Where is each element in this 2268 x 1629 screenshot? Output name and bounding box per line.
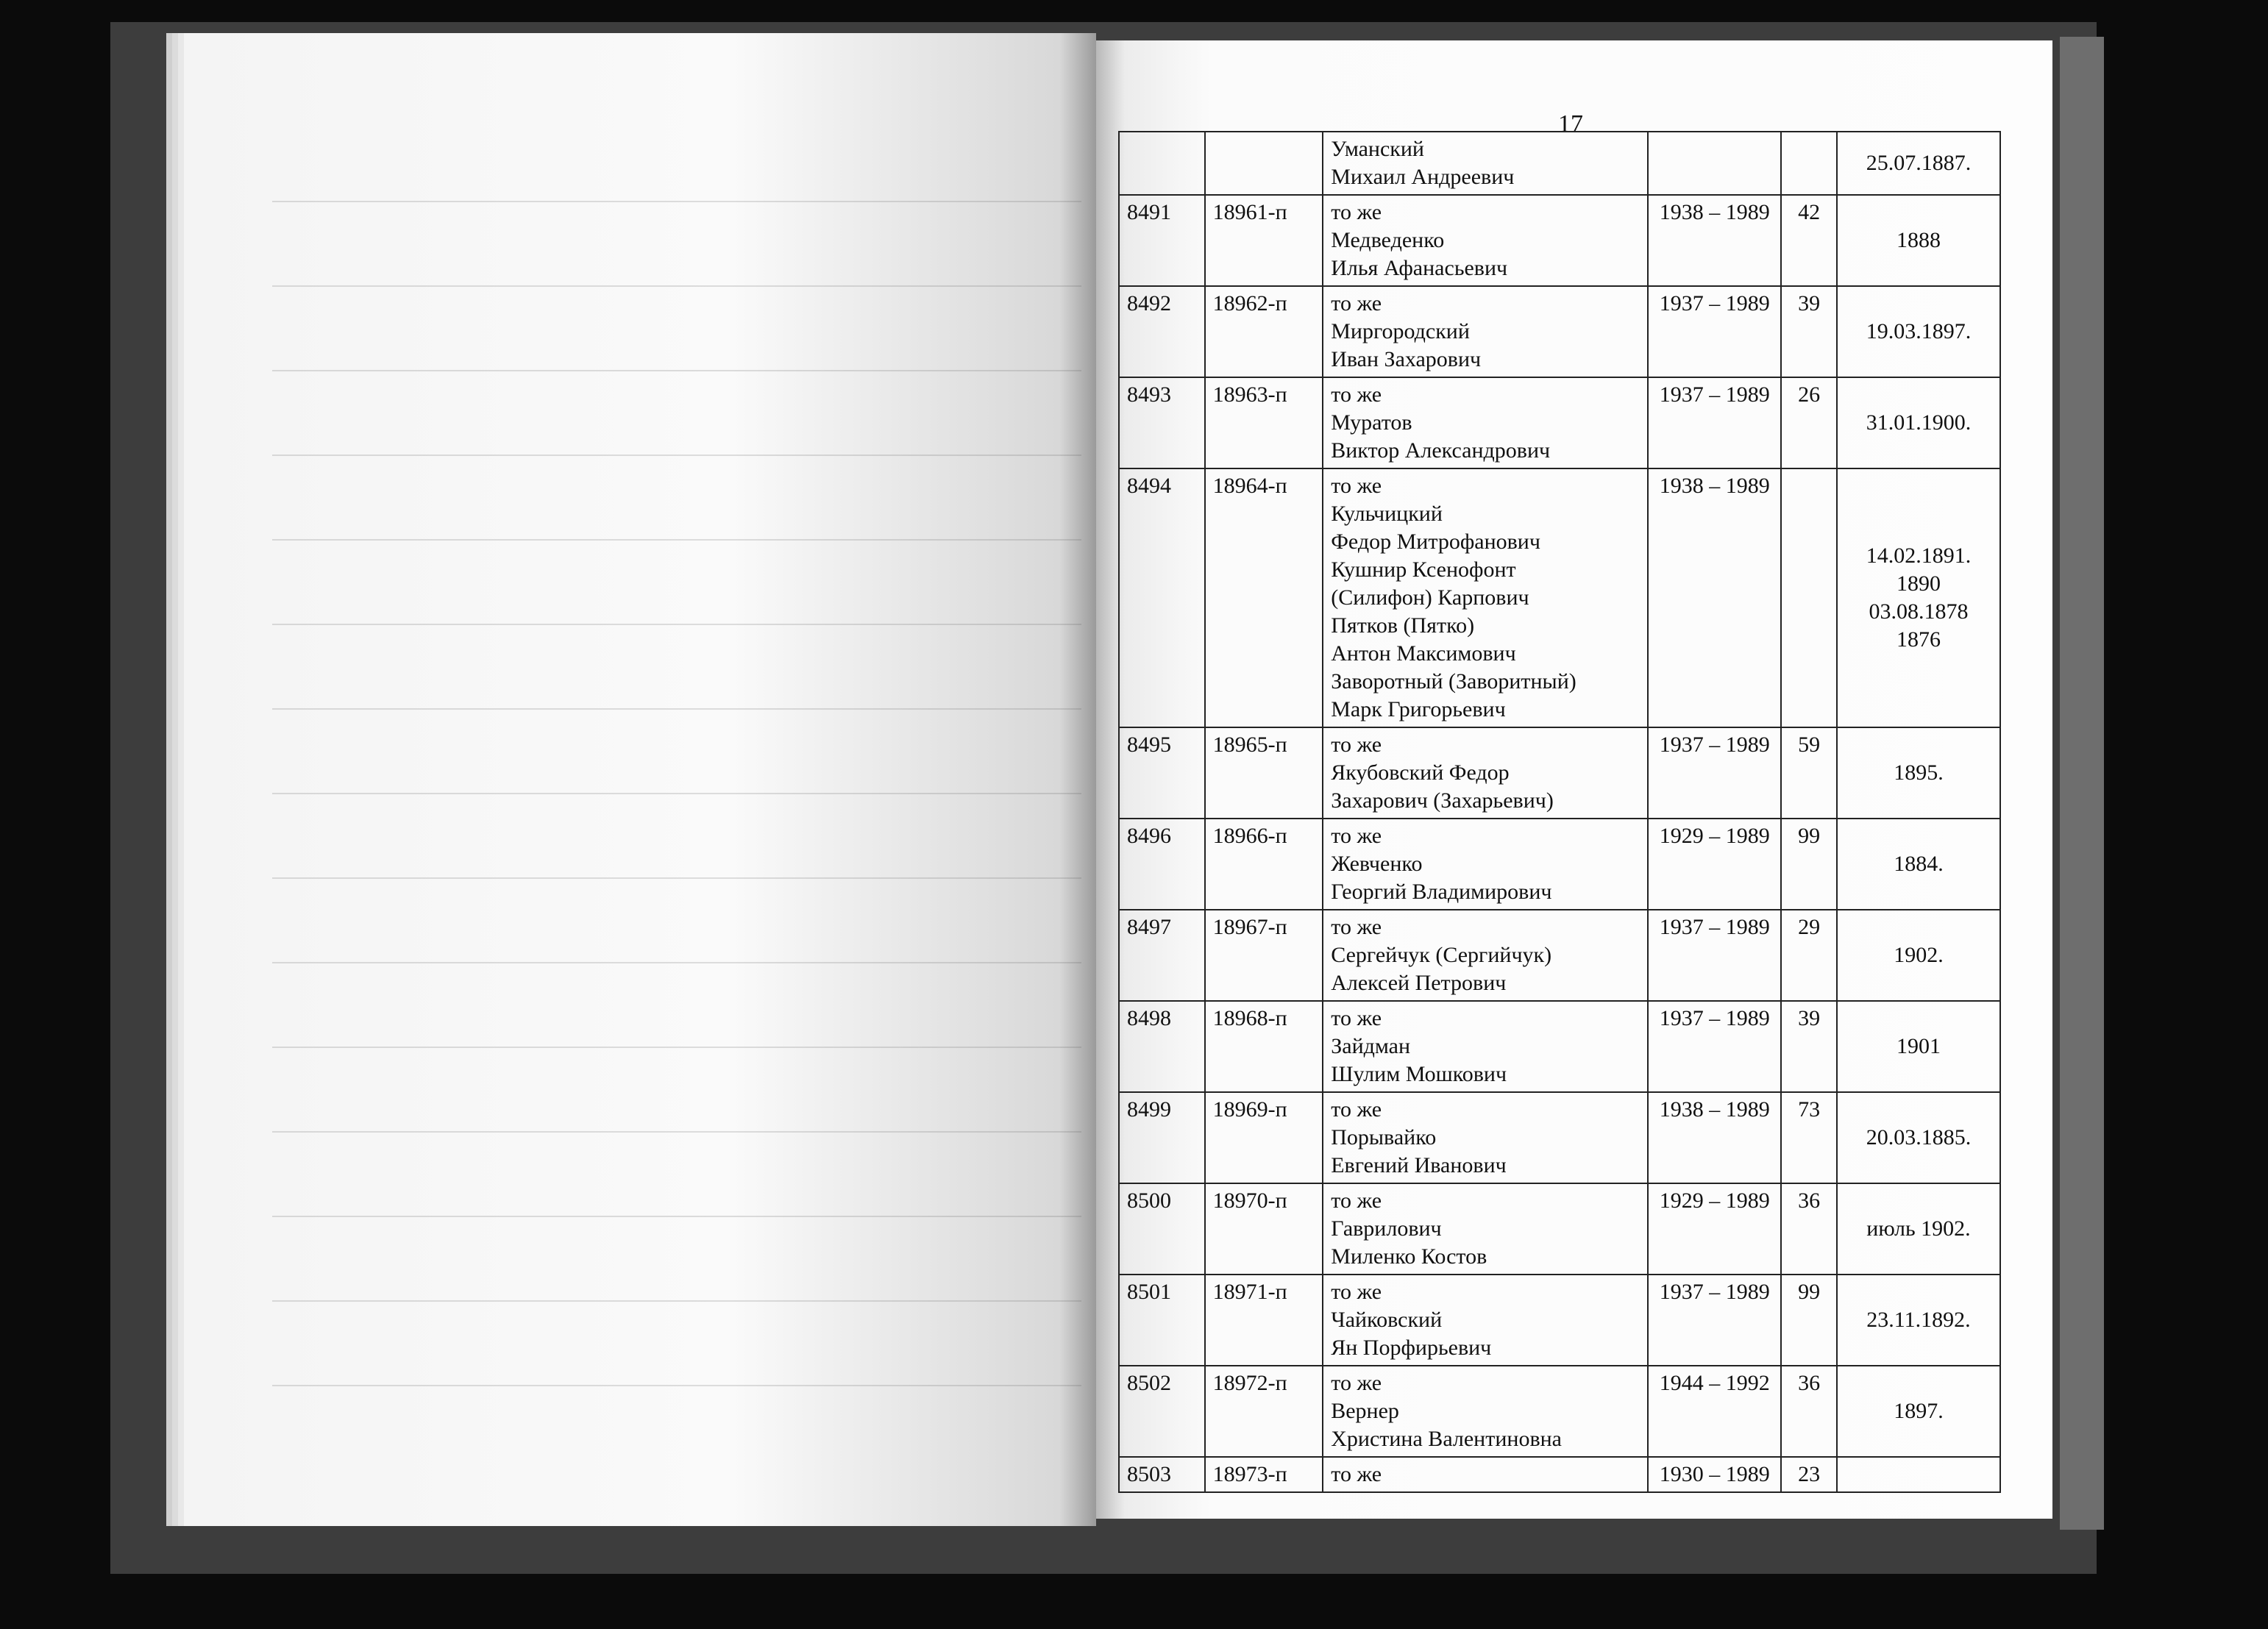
date-line: 31.01.1900.: [1866, 410, 1972, 435]
record-number: 8502: [1119, 1366, 1205, 1457]
table-row: [1119, 1366, 2000, 1457]
page-number: 17: [1558, 110, 1583, 138]
case-code: 18971-п: [1205, 1275, 1323, 1366]
case-code: 18970-п: [1205, 1183, 1323, 1275]
name-line: Зайдман: [1331, 1034, 1411, 1058]
name-line: Якубовский Федор: [1331, 760, 1510, 785]
case-code: 18968-п: [1205, 1001, 1323, 1092]
record-number: 8499: [1119, 1092, 1205, 1183]
name-line: Георгий Владимирович: [1331, 880, 1552, 904]
date-line: 03.08.1878: [1869, 599, 1969, 624]
name-line: Сергейчук (Сергийчук): [1331, 943, 1552, 967]
name-line: Христина Валентиновна: [1331, 1427, 1562, 1451]
case-code: 18964-п: [1205, 468, 1323, 727]
name-line: то же: [1331, 824, 1382, 848]
name-line: то же: [1331, 382, 1382, 407]
birth-date: [1837, 1275, 2000, 1366]
person-names: [1323, 1001, 1648, 1092]
name-line: Алексей Петрович: [1331, 971, 1507, 995]
year-range: 1944 – 1992: [1648, 1366, 1781, 1457]
record-number: 8493: [1119, 377, 1205, 468]
case-code: 18965-п: [1205, 727, 1323, 819]
person-names: [1323, 1275, 1648, 1366]
table-row: [1119, 727, 2000, 819]
year-range: 1937 – 1989: [1648, 727, 1781, 819]
name-line: Уманский: [1331, 137, 1424, 161]
sheet-count: 73: [1781, 1092, 1837, 1183]
name-line: Федор Митрофанович: [1331, 530, 1540, 554]
person-names: [1323, 377, 1648, 468]
table-row: [1119, 286, 2000, 377]
name-line: то же: [1331, 291, 1382, 316]
name-line: то же: [1331, 1280, 1382, 1304]
person-names: [1323, 132, 1648, 195]
person-names: [1323, 819, 1648, 910]
name-line: то же: [1331, 200, 1382, 224]
name-line: Жевченко: [1331, 852, 1423, 876]
name-line: то же: [1331, 1462, 1382, 1486]
year-range: 1930 – 1989: [1648, 1457, 1781, 1492]
name-line: Вернер: [1331, 1399, 1399, 1423]
record-number: 8500: [1119, 1183, 1205, 1275]
record-number: 8503: [1119, 1457, 1205, 1492]
birth-date: [1837, 910, 2000, 1001]
record-number: 8494: [1119, 468, 1205, 727]
person-names: [1323, 195, 1648, 286]
year-range: 1938 – 1989: [1648, 468, 1781, 727]
date-line: 25.07.1887.: [1866, 151, 1972, 175]
sheet-count: 23: [1781, 1457, 1837, 1492]
name-line: Кульчицкий: [1331, 502, 1443, 526]
sheet-count: 39: [1781, 1001, 1837, 1092]
case-code: 18973-п: [1205, 1457, 1323, 1492]
name-line: Антон Максимович: [1331, 641, 1516, 666]
name-line: Чайковский: [1331, 1308, 1443, 1332]
record-number: [1119, 132, 1205, 195]
person-names: [1323, 286, 1648, 377]
birth-date: [1837, 727, 2000, 819]
case-code: 18972-п: [1205, 1366, 1323, 1457]
case-code: 18961-п: [1205, 195, 1323, 286]
sheet-count: 29: [1781, 910, 1837, 1001]
name-line: Ян Порфирьевич: [1331, 1336, 1492, 1360]
name-line: Марк Григорьевич: [1331, 697, 1506, 721]
date-line: 20.03.1885.: [1866, 1125, 1972, 1149]
date-line: 19.03.1897.: [1866, 319, 1972, 343]
date-line: 1901: [1896, 1034, 1941, 1058]
table-row: [1119, 468, 2000, 727]
table-row: [1119, 1275, 2000, 1366]
case-code: 18962-п: [1205, 286, 1323, 377]
case-code: 18966-п: [1205, 819, 1323, 910]
year-range: 1937 – 1989: [1648, 910, 1781, 1001]
birth-date: [1837, 195, 2000, 286]
person-names: [1323, 1092, 1648, 1183]
name-line: Миленко Костов: [1331, 1244, 1487, 1269]
date-line: 1902.: [1894, 943, 1944, 967]
sheet-count: 42: [1781, 195, 1837, 286]
record-number: 8496: [1119, 819, 1205, 910]
name-line: то же: [1331, 1371, 1382, 1395]
table-row: [1119, 1001, 2000, 1092]
table-row: [1119, 1183, 2000, 1275]
name-line: Евгений Иванович: [1331, 1153, 1507, 1177]
birth-date: [1837, 819, 2000, 910]
record-number: 8495: [1119, 727, 1205, 819]
date-line: 14.02.1891.: [1866, 543, 1972, 568]
birth-date: [1837, 286, 2000, 377]
table-row: [1119, 1457, 2000, 1492]
year-range: [1648, 132, 1781, 195]
table-row: [1119, 195, 2000, 286]
name-line: то же: [1331, 1097, 1382, 1122]
date-line: 1876: [1896, 627, 1941, 652]
person-names: [1323, 727, 1648, 819]
name-line: Пятков (Пятко): [1331, 613, 1475, 638]
table-row: [1119, 132, 2000, 195]
birth-date: [1837, 132, 2000, 195]
table-row: [1119, 819, 2000, 910]
name-line: Муратов: [1331, 410, 1412, 435]
name-line: то же: [1331, 915, 1382, 939]
sheet-count: [1781, 132, 1837, 195]
name-line: то же: [1331, 1188, 1382, 1213]
name-line: то же: [1331, 1006, 1382, 1030]
year-range: 1929 – 1989: [1648, 1183, 1781, 1275]
sheet-count: 99: [1781, 819, 1837, 910]
year-range: 1937 – 1989: [1648, 1275, 1781, 1366]
record-number: 8497: [1119, 910, 1205, 1001]
sheet-count: 36: [1781, 1183, 1837, 1275]
sheet-count: 99: [1781, 1275, 1837, 1366]
name-line: Порывайко: [1331, 1125, 1437, 1149]
sheet-count: [1781, 468, 1837, 727]
name-line: Захарович (Захарьевич): [1331, 788, 1554, 813]
name-line: то же: [1331, 474, 1382, 498]
record-number: 8498: [1119, 1001, 1205, 1092]
year-range: 1937 – 1989: [1648, 286, 1781, 377]
name-line: Илья Афанасьевич: [1331, 256, 1508, 280]
date-line: 23.11.1892.: [1866, 1308, 1971, 1332]
name-line: Заворотный (Заворитный): [1331, 669, 1576, 694]
table-row: [1119, 377, 2000, 468]
sheet-count: 36: [1781, 1366, 1837, 1457]
sheet-count: 26: [1781, 377, 1837, 468]
person-names: [1323, 910, 1648, 1001]
person-names: [1323, 1183, 1648, 1275]
name-line: Медведенко: [1331, 228, 1445, 252]
name-line: Кушнир Ксенофонт: [1331, 557, 1516, 582]
name-line: Михаил Андреевич: [1331, 165, 1515, 189]
case-code: 18967-п: [1205, 910, 1323, 1001]
name-line: то же: [1331, 732, 1382, 757]
sheet-count: 59: [1781, 727, 1837, 819]
date-line: июль 1902.: [1866, 1216, 1971, 1241]
register-table-body: [1119, 132, 2000, 1492]
table-row: [1119, 910, 2000, 1001]
person-names: [1323, 1457, 1648, 1492]
year-range: 1937 – 1989: [1648, 1001, 1781, 1092]
date-line: 1884.: [1894, 852, 1944, 876]
year-range: 1938 – 1989: [1648, 1092, 1781, 1183]
book-cover-edge: [2060, 37, 2104, 1530]
record-number: 8491: [1119, 195, 1205, 286]
date-line: 1890: [1896, 571, 1941, 596]
table-row: [1119, 1092, 2000, 1183]
birth-date: [1837, 468, 2000, 727]
record-number: 8501: [1119, 1275, 1205, 1366]
case-code: 18969-п: [1205, 1092, 1323, 1183]
name-line: Иван Захарович: [1331, 347, 1482, 371]
name-line: Миргородский: [1331, 319, 1470, 343]
date-line: 1888: [1896, 228, 1941, 252]
date-line: 1897.: [1894, 1399, 1944, 1423]
name-line: Шулим Мошкович: [1331, 1062, 1507, 1086]
person-names: [1323, 1366, 1648, 1457]
sheet-count: 39: [1781, 286, 1837, 377]
name-line: Гаврилович: [1331, 1216, 1442, 1241]
case-code: [1205, 132, 1323, 195]
date-line: 1895.: [1894, 760, 1944, 785]
name-line: Виктор Александрович: [1331, 438, 1551, 463]
name-line: (Силифон) Карпович: [1331, 585, 1529, 610]
register-table: [1118, 131, 2001, 1493]
birth-date: [1837, 1183, 2000, 1275]
year-range: 1938 – 1989: [1648, 195, 1781, 286]
birth-date: [1837, 1457, 2000, 1492]
birth-date: [1837, 377, 2000, 468]
left-page-bleedthrough: [272, 118, 1081, 1383]
birth-date: [1837, 1001, 2000, 1092]
year-range: 1937 – 1989: [1648, 377, 1781, 468]
case-code: 18963-п: [1205, 377, 1323, 468]
person-names: [1323, 468, 1648, 727]
birth-date: [1837, 1092, 2000, 1183]
birth-date: [1837, 1366, 2000, 1457]
year-range: 1929 – 1989: [1648, 819, 1781, 910]
record-number: 8492: [1119, 286, 1205, 377]
